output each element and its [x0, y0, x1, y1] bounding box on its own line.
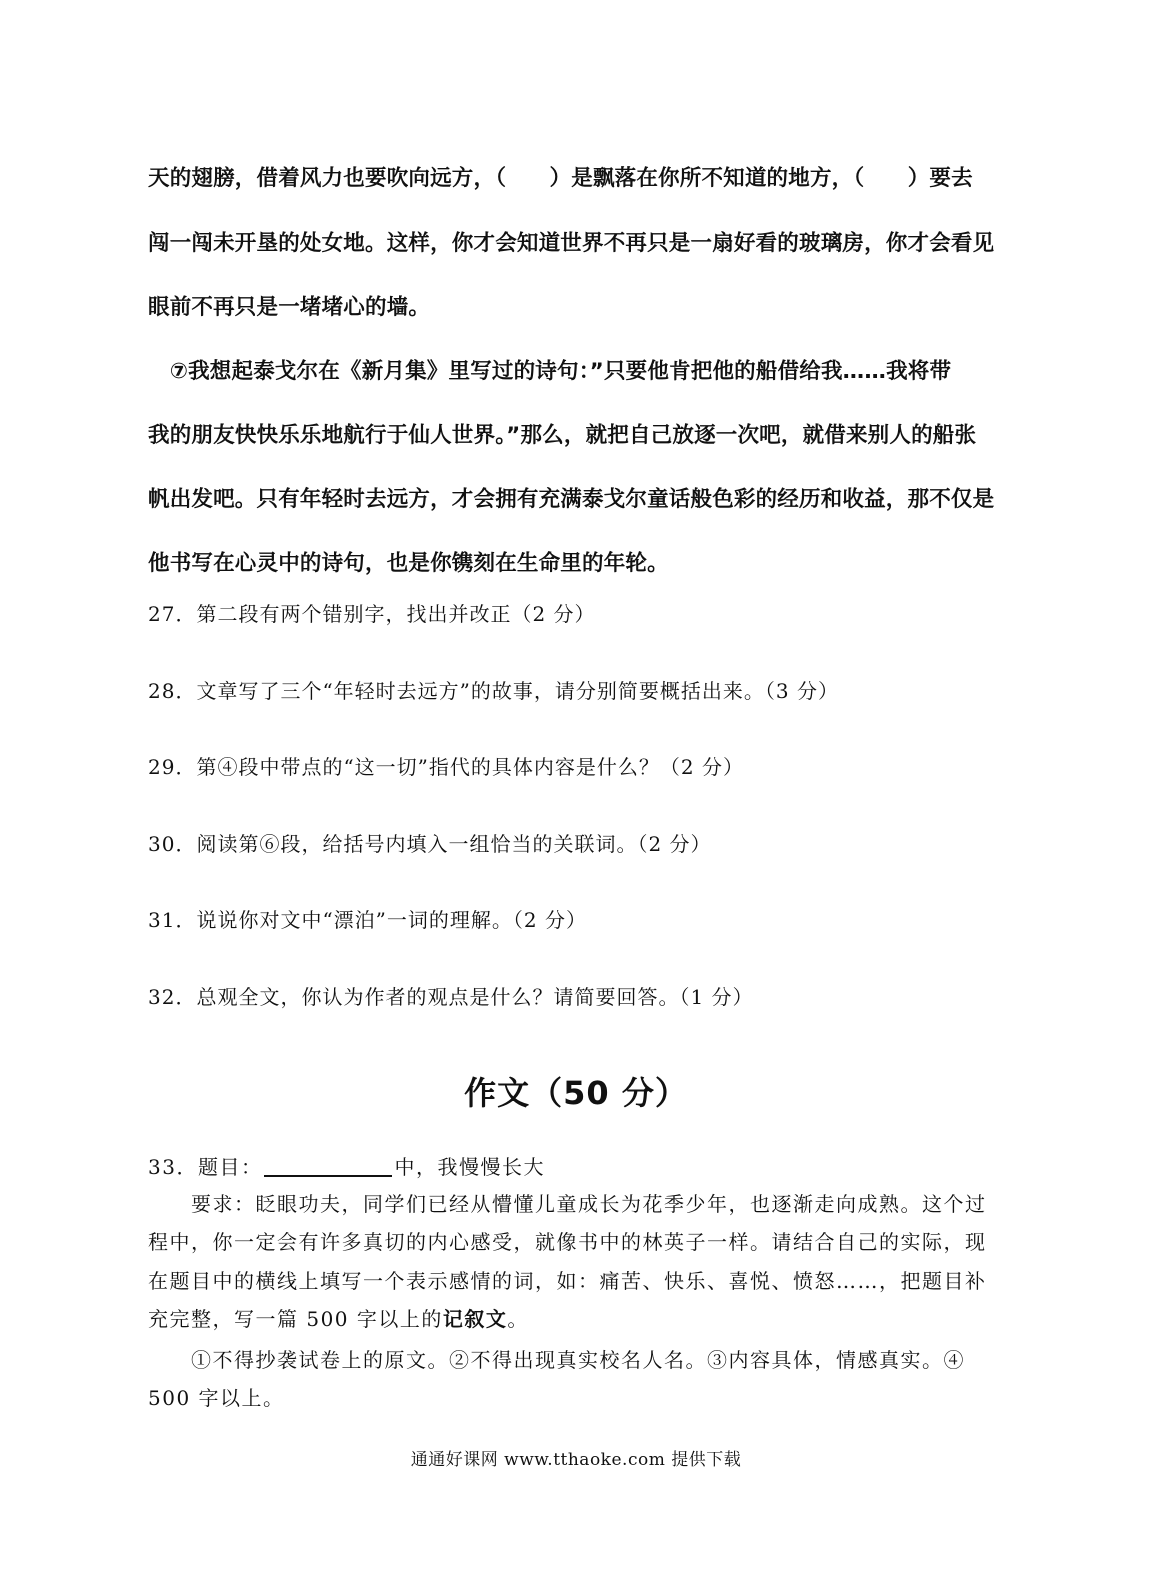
passage-line-4: ⑦我想起泰戈尔在《新月集》里写过的诗句：”只要他肯把他的船借给我……我将带: [148, 359, 952, 384]
question-30: 30．阅读第⑥段，给括号内填入一组恰当的关联词。（2 分）: [148, 832, 712, 856]
requirement-line-1: 要求：眨眼功夫，同学们已经从懵懂儿童成长为花季少年，也逐渐走向成熟。这个过: [148, 1192, 987, 1216]
passage-line-7: 他书写在心灵中的诗句，也是你镌刻在生命里的年轮。: [148, 551, 669, 576]
req-line4-text: 充完整，写一篇 500 字以上的: [148, 1307, 443, 1331]
passage-line-1: 天的翅膀，借着风力也要吹向远方，（ ）是飘落在你所不知道的地方，（ ）要去: [148, 166, 973, 191]
page-footer: 通通好课网 www.tthaoke.com 提供下载: [410, 1450, 742, 1470]
q33-prefix: 33．题目：: [148, 1155, 263, 1179]
req-line4-end: 。: [507, 1307, 529, 1331]
question-28: 28．文章写了三个“年轻时去远方”的故事，请分别简要概括出来。（3 分）: [148, 679, 839, 703]
passage-line-3: 眼前不再只是一堵堵心的墙。: [148, 295, 431, 320]
requirement-line-2: 程中，你一定会有许多真切的内心感受，就像书中的林英子一样。请结合自己的实际，现: [148, 1230, 987, 1254]
passage-line-5: 我的朋友快快乐乐地航行于仙人世界。”那么，就把自己放逐一次吧，就借来别人的船张: [148, 423, 977, 448]
question-32: 32．总观全文，你认为作者的观点是什么？请简要回答。（1 分）: [148, 985, 754, 1009]
requirement-line-3: 在题目中的横线上填写一个表示感情的词，如：痛苦、快乐、喜悦、愤怒……，把题目补: [148, 1269, 987, 1293]
question-27: 27．第二段有两个错别字，找出并改正（2 分）: [148, 602, 596, 626]
passage-line-2: 闯一闯未开垦的处女地。这样，你才会知道世界不再只是一扇好看的玻璃房，你才会看见: [148, 231, 995, 256]
requirement-line-4: [148, 1309, 529, 1329]
question-29: 29．第④段中带点的“这一切”指代的具体内容是什么？（2 分）: [148, 755, 744, 779]
title-blank: [264, 1155, 392, 1177]
question-31: 31．说说你对文中“漂泊”一词的理解。（2 分）: [148, 908, 587, 932]
passage-line-6: 帆出发吧。只有年轻时去远方，才会拥有充满泰戈尔童话般色彩的经历和收益，那不仅是: [148, 487, 995, 512]
requirement-line-6: 500 字以上。: [148, 1386, 285, 1410]
q33-suffix: 中，我慢慢长大: [394, 1155, 545, 1179]
narrative-keyword: 记叙文: [442, 1307, 508, 1331]
requirement-line-5: ①不得抄袭试卷上的原文。②不得出现真实校名人名。③内容具体，情感真实。④: [148, 1348, 965, 1372]
question-33: [148, 1155, 545, 1177]
essay-heading: 作文（50 分）: [464, 1074, 688, 1112]
